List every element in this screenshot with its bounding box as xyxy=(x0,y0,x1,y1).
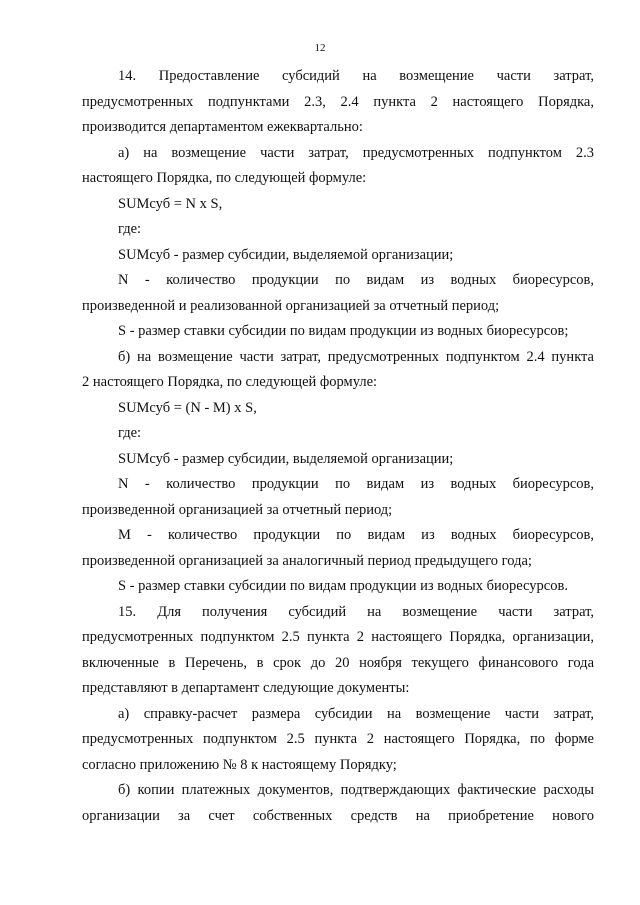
text-line: настоящего Порядка, по следующей формуле: xyxy=(82,170,367,186)
text-line: а) на возмещение части затрат, предусмотренных подпунктом 2.3 xyxy=(118,144,594,161)
text-line: произведенной организацией за аналогичный период предыдущего года; xyxy=(82,552,532,569)
text-line: организации за счет собственных средств на приобретение нового xyxy=(82,807,594,824)
document-body xyxy=(82,64,594,829)
text-line: SUMсуб - размер субсидии, выделяемой организации; xyxy=(118,450,454,467)
text-line: а) справку-расчет размера субсидии на возмещение части затрат, xyxy=(118,705,594,722)
text-line: произведенной и реализованной организацией за отчетный период; xyxy=(82,297,500,314)
text-line: SUMсуб - размер субсидии, выделяемой организации; xyxy=(118,246,454,263)
text-line: согласно приложению № 8 к настоящему Порядку; xyxy=(82,756,397,773)
text-line: где: xyxy=(118,221,142,237)
text-line: SUMсуб = (N - M) x S, xyxy=(118,399,257,416)
text-line: б) копии платежных документов, подтверждающих фактические расходы xyxy=(118,782,594,798)
text-line: S - размер ставки субсидии по видам продукции из водных биоресурсов. xyxy=(118,578,568,594)
text-line: SUMсуб = N x S, xyxy=(118,195,223,212)
text-line: предусмотренных подпунктом 2.5 пункта 2 настоящего Порядка, по форме xyxy=(82,731,594,747)
text-line: представляют в департамент следующие документы: xyxy=(82,680,410,696)
text-line: 15. Для получения субсидий на возмещение части затрат, xyxy=(118,603,594,620)
page-number: 12 xyxy=(314,42,326,54)
text-line: предусмотренных подпунктами 2.3, 2.4 пункта 2 настоящего Порядка, xyxy=(82,93,594,110)
text-line: 2 настоящего Порядка, по следующей формуле: xyxy=(82,374,378,390)
text-line: S - размер ставки субсидии по видам продукции из водных биоресурсов; xyxy=(118,323,569,339)
text-line: произведенной организацией за отчетный период; xyxy=(82,501,393,518)
text-line: где: xyxy=(118,425,142,441)
text-line: включенные в Перечень, в срок до 20 ноября текущего финансового года xyxy=(82,654,594,671)
text-line: M - количество продукции по видам из водных биоресурсов, xyxy=(118,527,594,543)
text-line: предусмотренных подпунктом 2.5 пункта 2 настоящего Порядка, организации, xyxy=(82,629,594,645)
text-line: производится департаментом ежеквартально: xyxy=(82,119,363,135)
text-line: N - количество продукции по видам из водных биоресурсов, xyxy=(118,476,594,492)
text-line: б) на возмещение части затрат, предусмотренных подпунктом 2.4 пункта xyxy=(118,348,594,365)
text-line: 14. Предоставление субсидий на возмещение части затрат, xyxy=(118,68,594,84)
text-line: N - количество продукции по видам из водных биоресурсов, xyxy=(118,272,594,288)
